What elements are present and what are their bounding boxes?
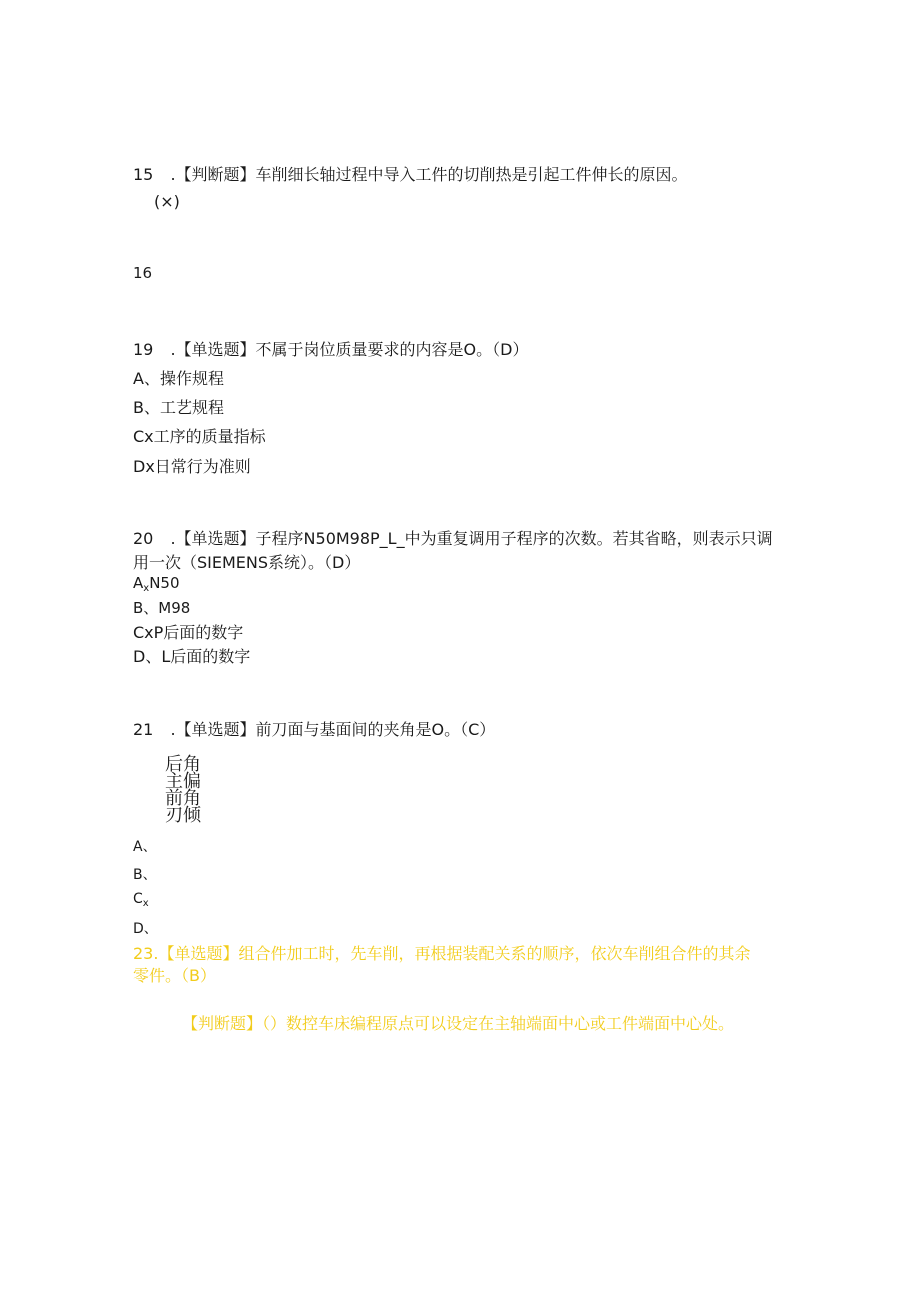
question-19 [133,337,528,360]
question-20 [133,526,773,549]
question-15-answer: (×) [154,192,180,211]
option-c-label [133,891,149,907]
option-c-prefix: C [133,891,143,907]
question-text: .【单选题】不属于岗位质量要求的内容是O。（D） [170,340,529,359]
option-a-prefix: A [133,574,144,592]
question-20-line2: 用一次（SIEMENS系统）。（D） [133,553,361,572]
question-number: 19 [133,340,154,359]
question-21 [133,717,495,740]
option-c: Cx工序的质量指标 [133,427,266,446]
option-d: D、L后面的数字 [133,647,251,666]
question-number: 15 [133,165,154,184]
question-23-line2: 零件。（B） [133,966,216,985]
stacked-option-text [165,756,201,824]
question-number: 21 [133,720,154,739]
question-text: .【单选题】前刀面与基面间的夹角是O。（C） [170,720,496,739]
option-b-label: B、 [133,867,157,883]
option-b: B、工艺规程 [133,398,224,417]
option-a-subscript: x [143,583,150,594]
stacked-line-1: 后角 [165,754,201,775]
option-a [133,574,180,592]
option-b: B、M98 [133,599,191,617]
question-23-line1: 23.【单选题】组合件加工时，先车削，再根据装配关系的顺序，依次车削组合件的其余 [133,944,751,963]
option-a-text: N50 [149,574,180,592]
option-d: Dx日常行为准则 [133,457,251,476]
question-text-line1: .【单选题】子程序N50M98P_L_中为重复调用子程序的次数。若其省略，则表示只调 [170,529,773,548]
option-a-label: A、 [133,839,157,855]
question-24-text: 【判断题】（）数控车床编程原点可以设定在主轴端面中心或工件端面中心处。 [182,1014,735,1033]
option-d-label: D、 [133,921,158,937]
stacked-line-2: 主偏 [165,771,201,792]
option-a: A、操作规程 [133,369,224,388]
question-number: 20 [133,529,154,548]
question-text: .【判断题】车削细长轴过程中导入工件的切削热是引起工件伸长的原因。 [170,165,688,184]
stacked-line-3: 前角 [165,788,201,809]
question-16-number: 16 [133,264,153,282]
stacked-line-4: 刃倾 [165,805,201,826]
option-c: CxP后面的数字 [133,623,244,642]
option-c-subscript: x [142,898,149,909]
question-15 [133,162,688,185]
